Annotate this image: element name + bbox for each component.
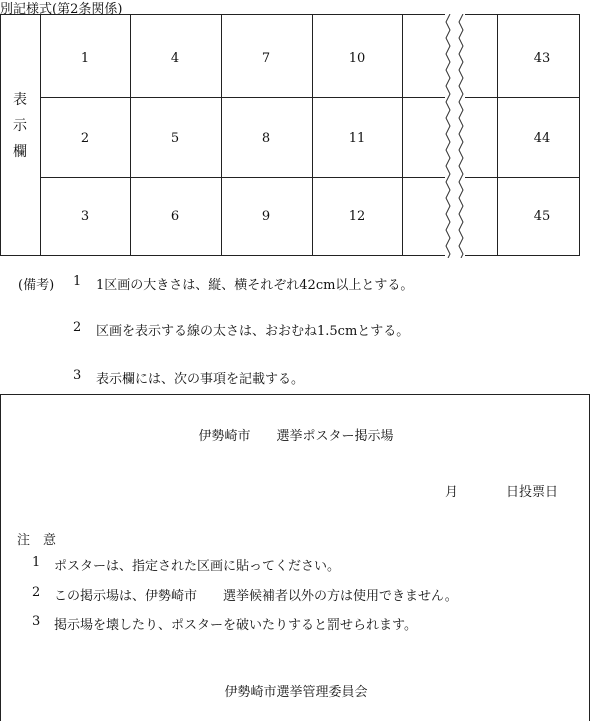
section-number: 3 xyxy=(80,209,90,224)
grid-line xyxy=(40,177,579,178)
zigzag-break-icon xyxy=(445,14,465,258)
caution-text: 掲示場を壊したり、ポスターを破いたりすると罰せられます。 xyxy=(54,618,417,633)
section-number: 10 xyxy=(348,51,366,66)
side-label-char: 表 xyxy=(13,92,27,108)
section-number: 1 xyxy=(80,51,90,66)
issuer-name: 伊勢崎市選挙管理委員会 xyxy=(224,685,368,700)
poster-board-grid xyxy=(0,14,580,256)
grid-line xyxy=(402,15,403,255)
election-month: 月 xyxy=(445,485,459,500)
remarks-label: (備考) xyxy=(18,278,55,293)
grid-line xyxy=(40,97,579,98)
caution-text: ポスターは、指定された区画に貼ってください。 xyxy=(54,559,341,574)
notice-display-box xyxy=(0,394,590,721)
remark-text: 区画を表示する線の太さは、おおむね1.5cmとする。 xyxy=(96,324,410,339)
display-column-label xyxy=(9,87,31,165)
form-title: 別記様式(第2条関係) xyxy=(0,2,123,17)
side-label-char: 欄 xyxy=(13,144,27,160)
remark-text: 1区画の大きさは、縦、横それぞれ42cm以上とする。 xyxy=(96,278,414,293)
remark-number: 2 xyxy=(73,320,82,335)
section-number: 43 xyxy=(533,51,551,66)
section-number: 44 xyxy=(533,131,551,146)
section-number: 8 xyxy=(261,131,271,146)
section-number: 4 xyxy=(170,51,180,66)
remark-number: 1 xyxy=(73,274,82,289)
section-number: 5 xyxy=(170,131,180,146)
section-number: 45 xyxy=(533,209,551,224)
section-number: 2 xyxy=(80,131,90,146)
caution-heading: 注 意 xyxy=(17,533,57,548)
side-label-char: 示 xyxy=(13,118,27,134)
section-number: 11 xyxy=(348,131,366,146)
caution-number: 1 xyxy=(32,555,41,570)
remark-text: 表示欄には、次の事項を記載する。 xyxy=(96,372,305,387)
notice-title: 伊勢崎市 選挙ポスター掲示場 xyxy=(198,429,394,444)
section-number: 7 xyxy=(261,51,271,66)
election-day: 日投票日 xyxy=(506,485,559,500)
omission-break xyxy=(445,14,465,258)
remark-number: 3 xyxy=(73,368,82,383)
caution-number: 3 xyxy=(32,614,41,629)
section-number: 12 xyxy=(348,209,366,224)
caution-text: この掲示場は、伊勢崎市 選挙候補者以外の方は使用できません。 xyxy=(54,589,458,604)
caution-number: 2 xyxy=(32,585,41,600)
section-number: 9 xyxy=(261,209,271,224)
section-number: 6 xyxy=(170,209,180,224)
